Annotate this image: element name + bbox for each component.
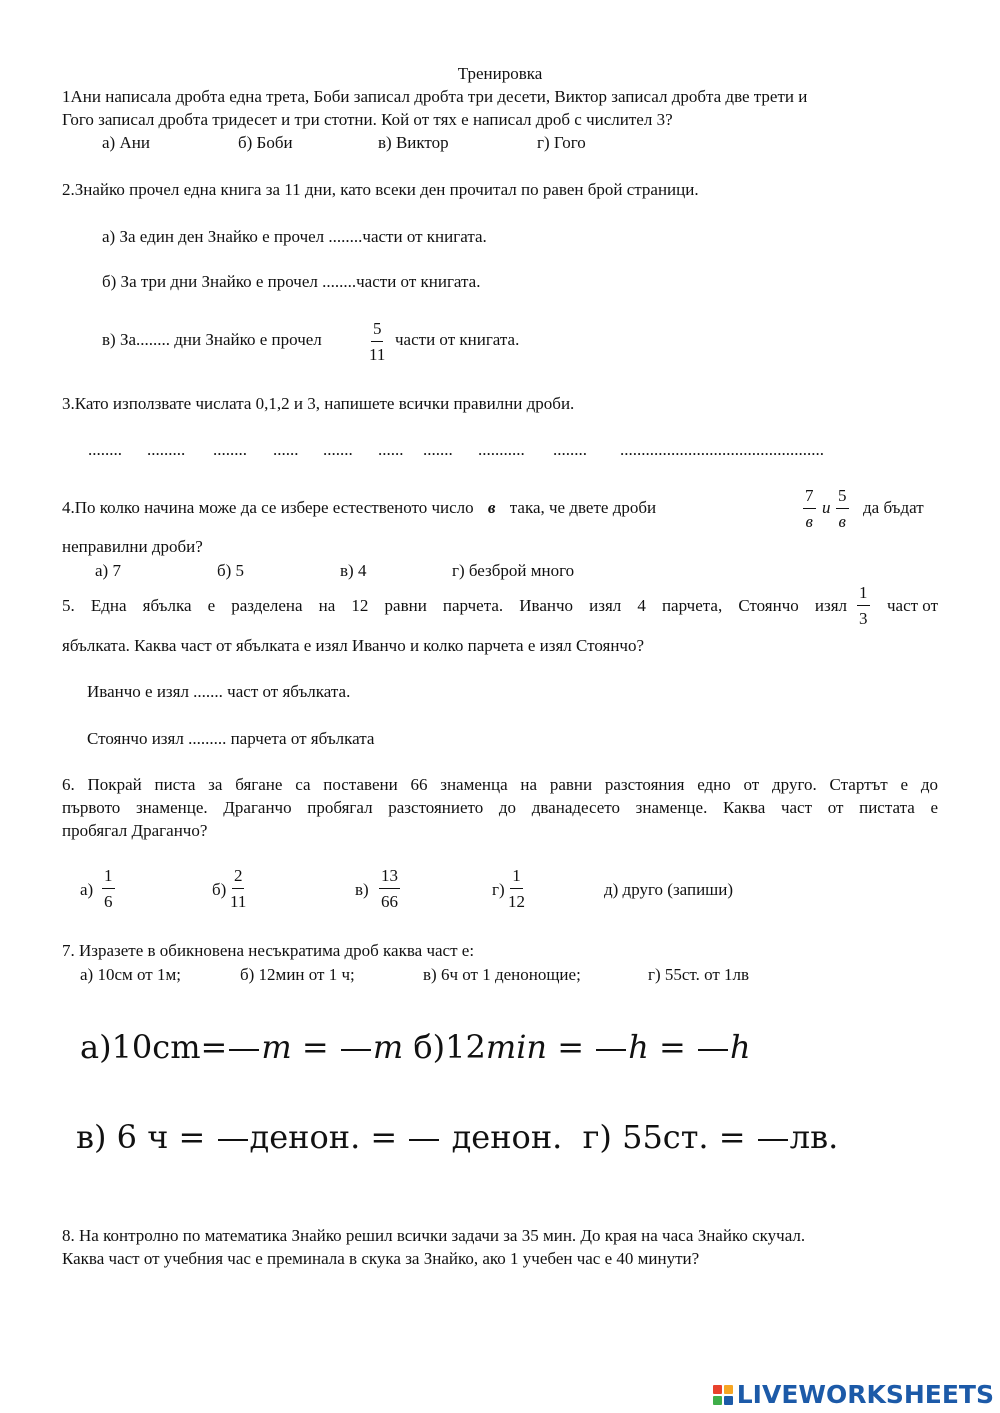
q6-line2: първото знаменце. Драганчо пробягал разстоянието до дванадесето знаменце. Каква част от пистата е [62,798,938,817]
q7-option-a: а) 10см от 1м; [80,965,181,984]
q7-row2-g-label: г) 55ст. = [582,1118,746,1156]
q2-answer-b[interactable]: б) За три дни Знайко е прочел ........части от книгата. [102,272,481,291]
q2-fraction-num: 5 [371,320,384,342]
q7-row2-blank-3[interactable] [758,1139,788,1141]
q2-fraction [369,320,385,363]
q4-fraction-1 [803,487,816,530]
liveworksheets-logo[interactable] [713,1380,994,1409]
q4-variable: в [487,498,496,517]
q8-line1: 8. На контролно по математика Знайко решил всички задачи за 35 мин. До края на часа Знайко скучал. [62,1226,806,1245]
page-title: Тренировка [457,64,543,83]
q2-answer-a[interactable]: а) За един ден Знайко е прочел ........части от книгата. [102,227,487,246]
q6-option-a-fraction[interactable] [102,867,115,910]
q7-row2-c-label: в) 6 ч = [76,1118,206,1156]
q6-option-d-label[interactable]: г) [492,880,505,899]
q4-fraction-2-num: 5 [836,487,849,509]
q7-row1-blank-3[interactable] [596,1049,626,1051]
q6-option-d-den: 12 [508,892,525,911]
q7-row2-unit-d2: денон. [451,1118,563,1156]
q6-option-b-num: 2 [232,867,245,889]
q5-fraction-num: 1 [857,584,870,606]
q6-option-c-label[interactable]: в) [355,880,369,899]
q7-row2-blank-2[interactable] [409,1139,439,1141]
q3-blank-6[interactable]: ...... [378,440,404,459]
q7-option-c: в) 6ч от 1 денонощие; [423,965,581,984]
q7-row1-eq2: = [557,1028,585,1066]
q5-text-pre: 5. Една ябълка е разделена на 12 равни парчета. Иванчо изял 4 парчета, Стоянчо изял [62,596,847,615]
q1-line2: Гого записал дробта тридесет и три стотни. Кой от тях е написал дроб с числител 3? [62,110,673,129]
q5-answer-2[interactable]: Стоянчо изял ......... парчета от ябълката [87,729,375,748]
q4-text-mid: така, че двете дроби [509,498,657,517]
q4-option-c[interactable]: в) 4 [340,561,367,580]
q8-line2: Каква част от учебния час е преминала в скука за Знайко, ако 1 учебен час е 40 минути? [62,1249,700,1268]
q7-equation-row-1 [80,1028,751,1066]
q3-blank-9[interactable]: ........ [553,440,587,459]
q3-blank-3[interactable]: ........ [213,440,247,459]
q7-row1-unit-h2: h [729,1028,751,1066]
q3-blank-8[interactable]: ........... [478,440,525,459]
q2-text: 2.Знайко прочел една книга за 11 дни, като всеки ден прочитал по равен брой страници. [62,180,699,199]
q7-text: 7. Изразете в обикновена несъкратима дроб каква част е: [62,941,475,960]
q4-option-d[interactable]: г) безброй много [452,561,575,580]
q7-row1-unit-h1: h [628,1028,649,1066]
q6-option-b-label[interactable]: б) [212,880,227,899]
q4-line2: неправилни дроби? [62,537,203,556]
q7-row1-unit-min: min [485,1028,548,1066]
q3-blank-2[interactable]: ......... [147,440,186,459]
q6-option-other[interactable]: д) друго (запиши) [604,880,734,899]
q6-option-c-fraction[interactable] [379,867,400,910]
q3-blank-1[interactable]: ........ [88,440,122,459]
q2-answer-c[interactable]: в) За........ дни Знайко е прочел [102,330,322,349]
q7-equation-row-2 [76,1118,839,1156]
q6-option-d-num: 1 [510,867,523,889]
q3-blank-10[interactable]: ................................................ [620,440,824,459]
q4-fraction-1-den: в [805,512,813,531]
q1-option-a[interactable]: а) Ани [102,133,150,152]
q7-row1-a-label: а)10cm= [80,1028,228,1066]
q7-row1-b-label: б)12 [413,1028,486,1066]
q4-text-post: да бъдат [863,498,924,517]
q7-row1-eq3: = [658,1028,686,1066]
q4-fraction-2 [836,487,849,530]
q1-option-c[interactable]: в) Виктор [378,133,449,152]
q6-option-c-den: 66 [381,892,398,911]
q6-option-c-num: 13 [379,867,400,889]
q1-option-d[interactable]: г) Гого [537,133,586,152]
q5-text-post: част от [886,596,938,615]
q7-row2-eq1: = [370,1118,398,1156]
logo-square-red [713,1385,722,1394]
q7-row2-blank-1[interactable] [218,1139,248,1141]
q4-fraction-1-num: 7 [803,487,816,509]
q7-row2-unit-lv: лв. [789,1118,839,1156]
q4-text-pre: 4.По колко начина може да се избере естественото число [62,498,474,517]
q3-blank-7[interactable]: ....... [423,440,453,459]
q7-row1-blank-2[interactable] [341,1049,371,1051]
q6-option-d-fraction[interactable] [508,867,525,910]
q1-line1: 1Ани написала дробта една трета, Боби записал дробта три десети, Виктор записал дробта две трети и [62,87,808,106]
logo-square-orange [724,1385,733,1394]
q6-line3: пробягал Драганчо? [62,821,208,840]
q1-option-b[interactable]: б) Боби [238,133,293,152]
q7-row1-unit-m2: m [372,1028,404,1066]
logo-mark-icon [713,1385,733,1405]
q2-answer-c-post: части от книгата. [395,330,520,349]
q7-row1-eq1: = [301,1028,329,1066]
q6-line1: 6. Покрай писта за бягане са поставени 66 знаменца на равни разстояния едно от друго. Стартът е до [62,775,938,794]
q3-blank-5[interactable]: ....... [323,440,353,459]
q3-blank-4[interactable]: ...... [273,440,299,459]
logo-square-green [713,1396,722,1405]
q4-option-b[interactable]: б) 5 [217,561,245,580]
q6-option-b-fraction[interactable] [230,867,246,910]
q4-text [62,498,656,518]
q7-row1-blank-1[interactable] [229,1049,259,1051]
logo-square-blue [724,1396,733,1405]
q5-fraction [857,584,870,627]
q4-conjunction: и [822,498,831,517]
q7-option-d: г) 55ст. от 1лв [648,965,750,984]
q6-option-b-den: 11 [230,892,247,911]
q6-option-a-num: 1 [102,867,115,889]
q5-answer-1[interactable]: Иванчо е изял ....... част от ябълката. [87,682,351,701]
q7-row1-blank-4[interactable] [698,1049,728,1051]
q6-option-a-den: 6 [104,892,113,911]
q4-fraction-2-den: в [838,512,846,531]
q3-text: 3.Като използвате числата 0,1,2 и 3, напишете всички правилни дроби. [62,394,575,413]
q5-line2: ябълката. Каква част от ябълката е изял Иванчо и колко парчета е изял Стоянчо? [62,636,645,655]
q6-option-a-label[interactable]: а) [80,880,94,899]
logo-text: LIVEWORKSHEETS [736,1380,994,1409]
q2-fraction-den: 11 [369,345,386,364]
q7-row2-unit-d1: денон. [249,1118,361,1156]
q7-option-b: б) 12мин от 1 ч; [240,965,355,984]
q5-fraction-den: 3 [859,609,868,628]
q4-option-a[interactable]: а) 7 [95,561,121,580]
q7-row1-unit-m1: m [261,1028,292,1066]
